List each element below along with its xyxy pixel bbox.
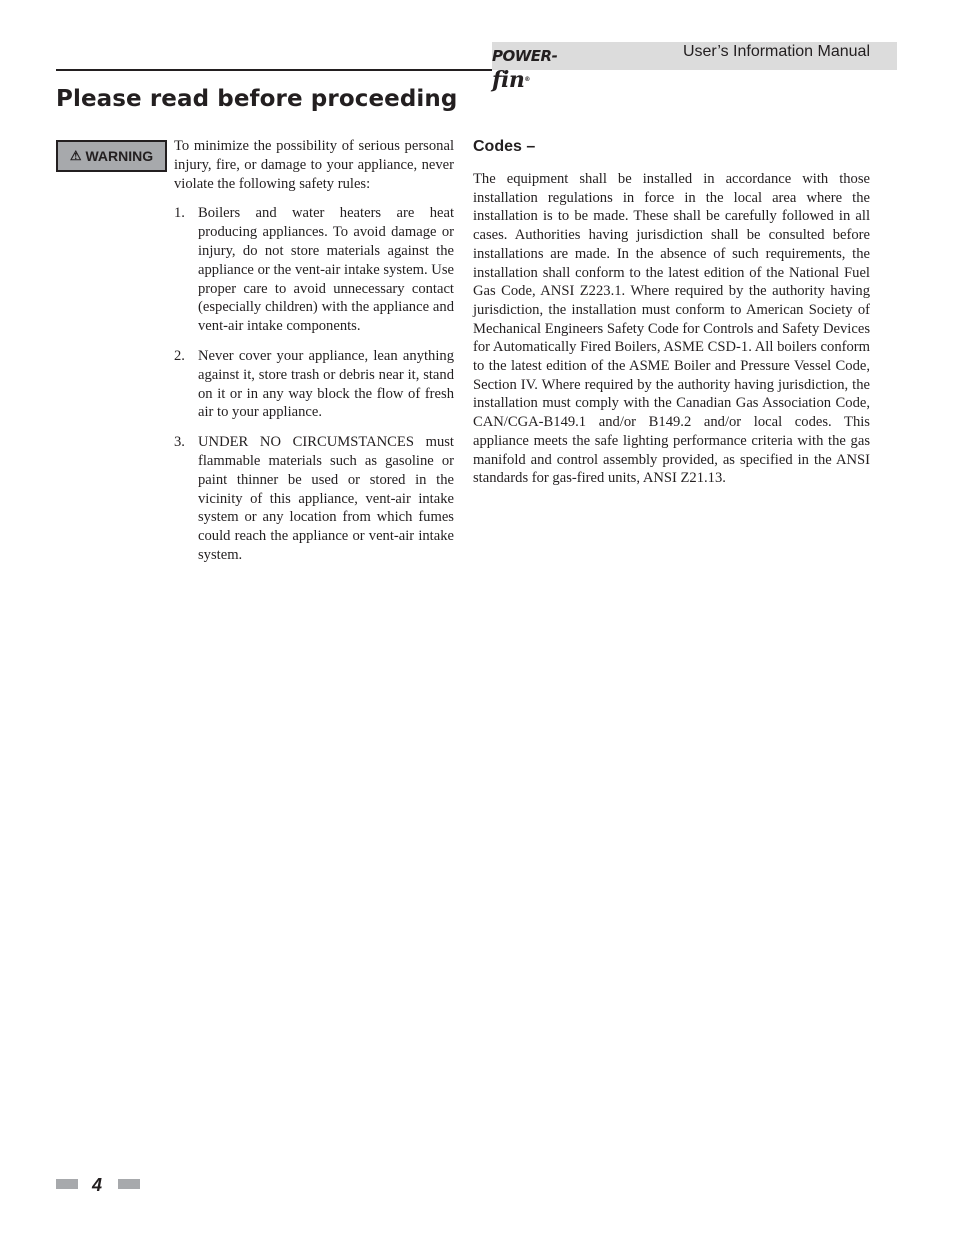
page-title: Please read before proceeding bbox=[56, 86, 458, 112]
warning-intro: To minimize the possibility of serious personal injury, fire, or damage to your appliance, never violate the following safety rules: bbox=[174, 138, 454, 192]
safety-rules-column bbox=[174, 137, 454, 576]
header-rule bbox=[56, 69, 492, 71]
warning-triangle-icon: ⚠ bbox=[69, 148, 82, 163]
safety-rule-item bbox=[174, 347, 454, 422]
rule-number: 1. bbox=[174, 205, 185, 222]
rule-text: Never cover your appliance, lean anything against it, store trash or debris near it, stand on it or in any way block the flow of fresh air to your appliance. bbox=[198, 347, 454, 421]
rule-text: Boilers and water heaters are heat producing appliances. To avoid damage or injury, do not store materials against the appliance or the vent-air intake system. Use proper care to avoid unnecessary contact (especially children) with the appliance and vent-air intake components. bbox=[198, 205, 454, 335]
footer-block-left bbox=[56, 1179, 78, 1189]
rule-number: 3. bbox=[174, 434, 185, 451]
safety-rules-list bbox=[174, 204, 454, 564]
safety-rule-item bbox=[174, 204, 454, 336]
warning-label: WARNING bbox=[85, 148, 154, 164]
power-fin-logo bbox=[492, 44, 588, 93]
logo-fin-text: fin bbox=[492, 67, 525, 93]
safety-rule-item bbox=[174, 433, 454, 565]
warning-badge bbox=[56, 140, 167, 172]
codes-column bbox=[473, 137, 870, 488]
codes-heading: Codes – bbox=[473, 138, 536, 155]
logo-power-text: POWER- bbox=[492, 47, 558, 65]
footer-block-right bbox=[118, 1179, 140, 1189]
rule-number: 2. bbox=[174, 347, 185, 364]
manual-title: User’s Information Manual bbox=[682, 43, 870, 60]
page-number: 4 bbox=[92, 1175, 103, 1195]
rule-text: UNDER NO CIRCUMSTANCES must flammable materials such as gasoline or paint thinner be used or stored in the vicinity of this appliance, vent-air intake system or any location from which fumes could reach the appliance or vent-air intake system. bbox=[198, 434, 454, 563]
codes-body: The equipment shall be installed in accordance with those installation regulations in force in the local area where the installation is to be made. These shall be carefully followed in all cases. Authorities having jurisdiction shall be consulted before installations are made. In the absence of such requirements, the installation shall conform to the latest edition of the National Fuel Gas Code, ANSI Z223.1. Where required by the authority having jurisdiction, the installation must conform to American Society of Mechanical Engineers Safety Code for Controls and Safety Devices for Automatically Fired Boilers, ASME CSD-1. All boilers conform to the latest edition of the ASME Boiler and Pressure Vessel Code, Section IV. Where required by the authority having jurisdiction, the installation must comply with the Canadian Gas Association Code, CAN/CGA-B149.1 and/or B149.2 and/or local codes. This appliance meets the safe lighting performance criteria with the gas manifold and control assembly provided, as specified in the ANSI standards for gas-fired units, ANSI Z21.13. bbox=[473, 171, 870, 487]
logo-registered-mark: ® bbox=[524, 76, 530, 83]
